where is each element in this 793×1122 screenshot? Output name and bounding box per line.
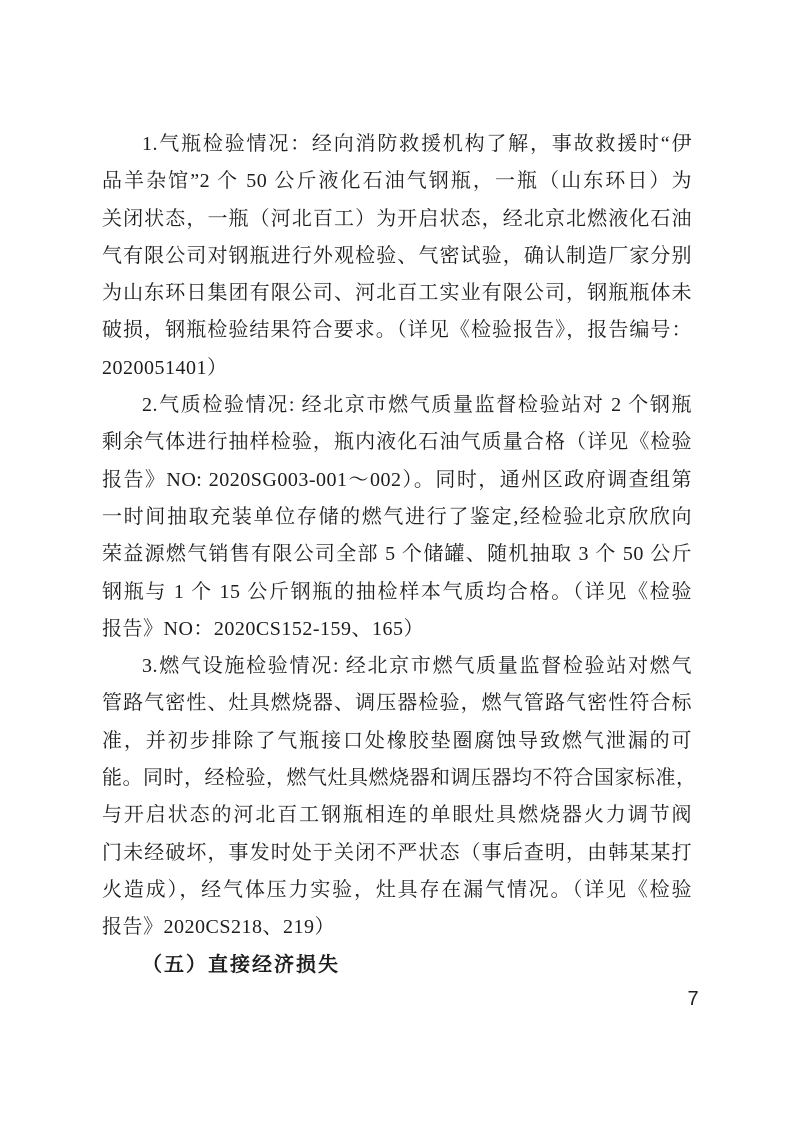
paragraph-gas-quality-inspection bbox=[102, 387, 692, 648]
text-line: 准，并初步排除了气瓶接口处橡胶垫圈腐蚀导致燃气泄漏的可 bbox=[102, 729, 692, 752]
text-line: 一时间抽取充装单位存储的燃气进行了鉴定,经检验北京欣欣向 bbox=[102, 505, 692, 528]
paragraph-gas-facility-inspection bbox=[102, 648, 697, 946]
text-line: 报告》NO: 2020SG003-001～002）。同时，通州区政府调查组第 bbox=[102, 468, 692, 491]
section-heading-direct-economic-loss bbox=[102, 947, 692, 984]
text-line: 钢瓶与 1 个 15 公斤钢瓶的抽检样本气质均合格。（详见《检验 bbox=[102, 580, 692, 603]
text-line: 能。同时，经检验，燃气灶具燃烧器和调压器均不符合国家标准， bbox=[102, 767, 697, 790]
page-number: 7 bbox=[687, 988, 699, 1010]
paragraph-cylinder-inspection bbox=[102, 126, 692, 387]
text-line: 门未经破坏，事发时处于关闭不严状态（事后查明，由韩某某打 bbox=[102, 841, 692, 864]
text-line: 关闭状态，一瓶（河北百工）为开启状态，经北京北燃液化石油 bbox=[102, 207, 692, 230]
text-line: 报告》2020CS218、219） bbox=[102, 916, 335, 939]
text-line: 2020051401） bbox=[102, 356, 228, 379]
text-line: 荣益源燃气销售有限公司全部 5 个储罐、随机抽取 3 个 50 公斤 bbox=[102, 543, 692, 566]
text-line: 1.气瓶检验情况：经向消防救援机构了解，事故救援时“伊 bbox=[142, 133, 692, 155]
text-line: 与开启状态的河北百工钢瓶相连的单眼灶具燃烧器火力调节阀 bbox=[102, 804, 692, 827]
text-line: 管路气密性、灶具燃烧器、调压器检验，燃气管路气密性符合标 bbox=[102, 692, 692, 715]
text-line: 剩余气体进行抽样检验，瓶内液化石油气质量合格（详见《检验 bbox=[102, 431, 692, 454]
text-line: 2.气质检验情况: 经北京市燃气质量监督检验站对 2 个钢瓶 bbox=[142, 394, 692, 417]
text-line: 破损，钢瓶检验结果符合要求。（详见《检验报告》，报告编号： bbox=[102, 319, 692, 342]
text-line: 火造成），经气体压力实验，灶具存在漏气情况。（详见《检验 bbox=[102, 878, 692, 901]
text-line: 3.燃气设施检验情况: 经北京市燃气质量监督检验站对燃气 bbox=[142, 655, 692, 678]
text-line: 为山东环日集团有限公司、河北百工实业有限公司，钢瓶瓶体未 bbox=[102, 282, 692, 305]
text-line: （五）直接经济损失 bbox=[142, 953, 340, 976]
text-line: 报告》NO：2020CS152-159、165） bbox=[102, 617, 425, 640]
text-line: 气有限公司对钢瓶进行外观检验、气密试验，确认制造厂家分别 bbox=[102, 244, 692, 267]
document-body bbox=[102, 126, 697, 984]
text-line: 品羊杂馆”2 个 50 公斤液化石油气钢瓶，一瓶（山东环日）为 bbox=[102, 170, 692, 193]
